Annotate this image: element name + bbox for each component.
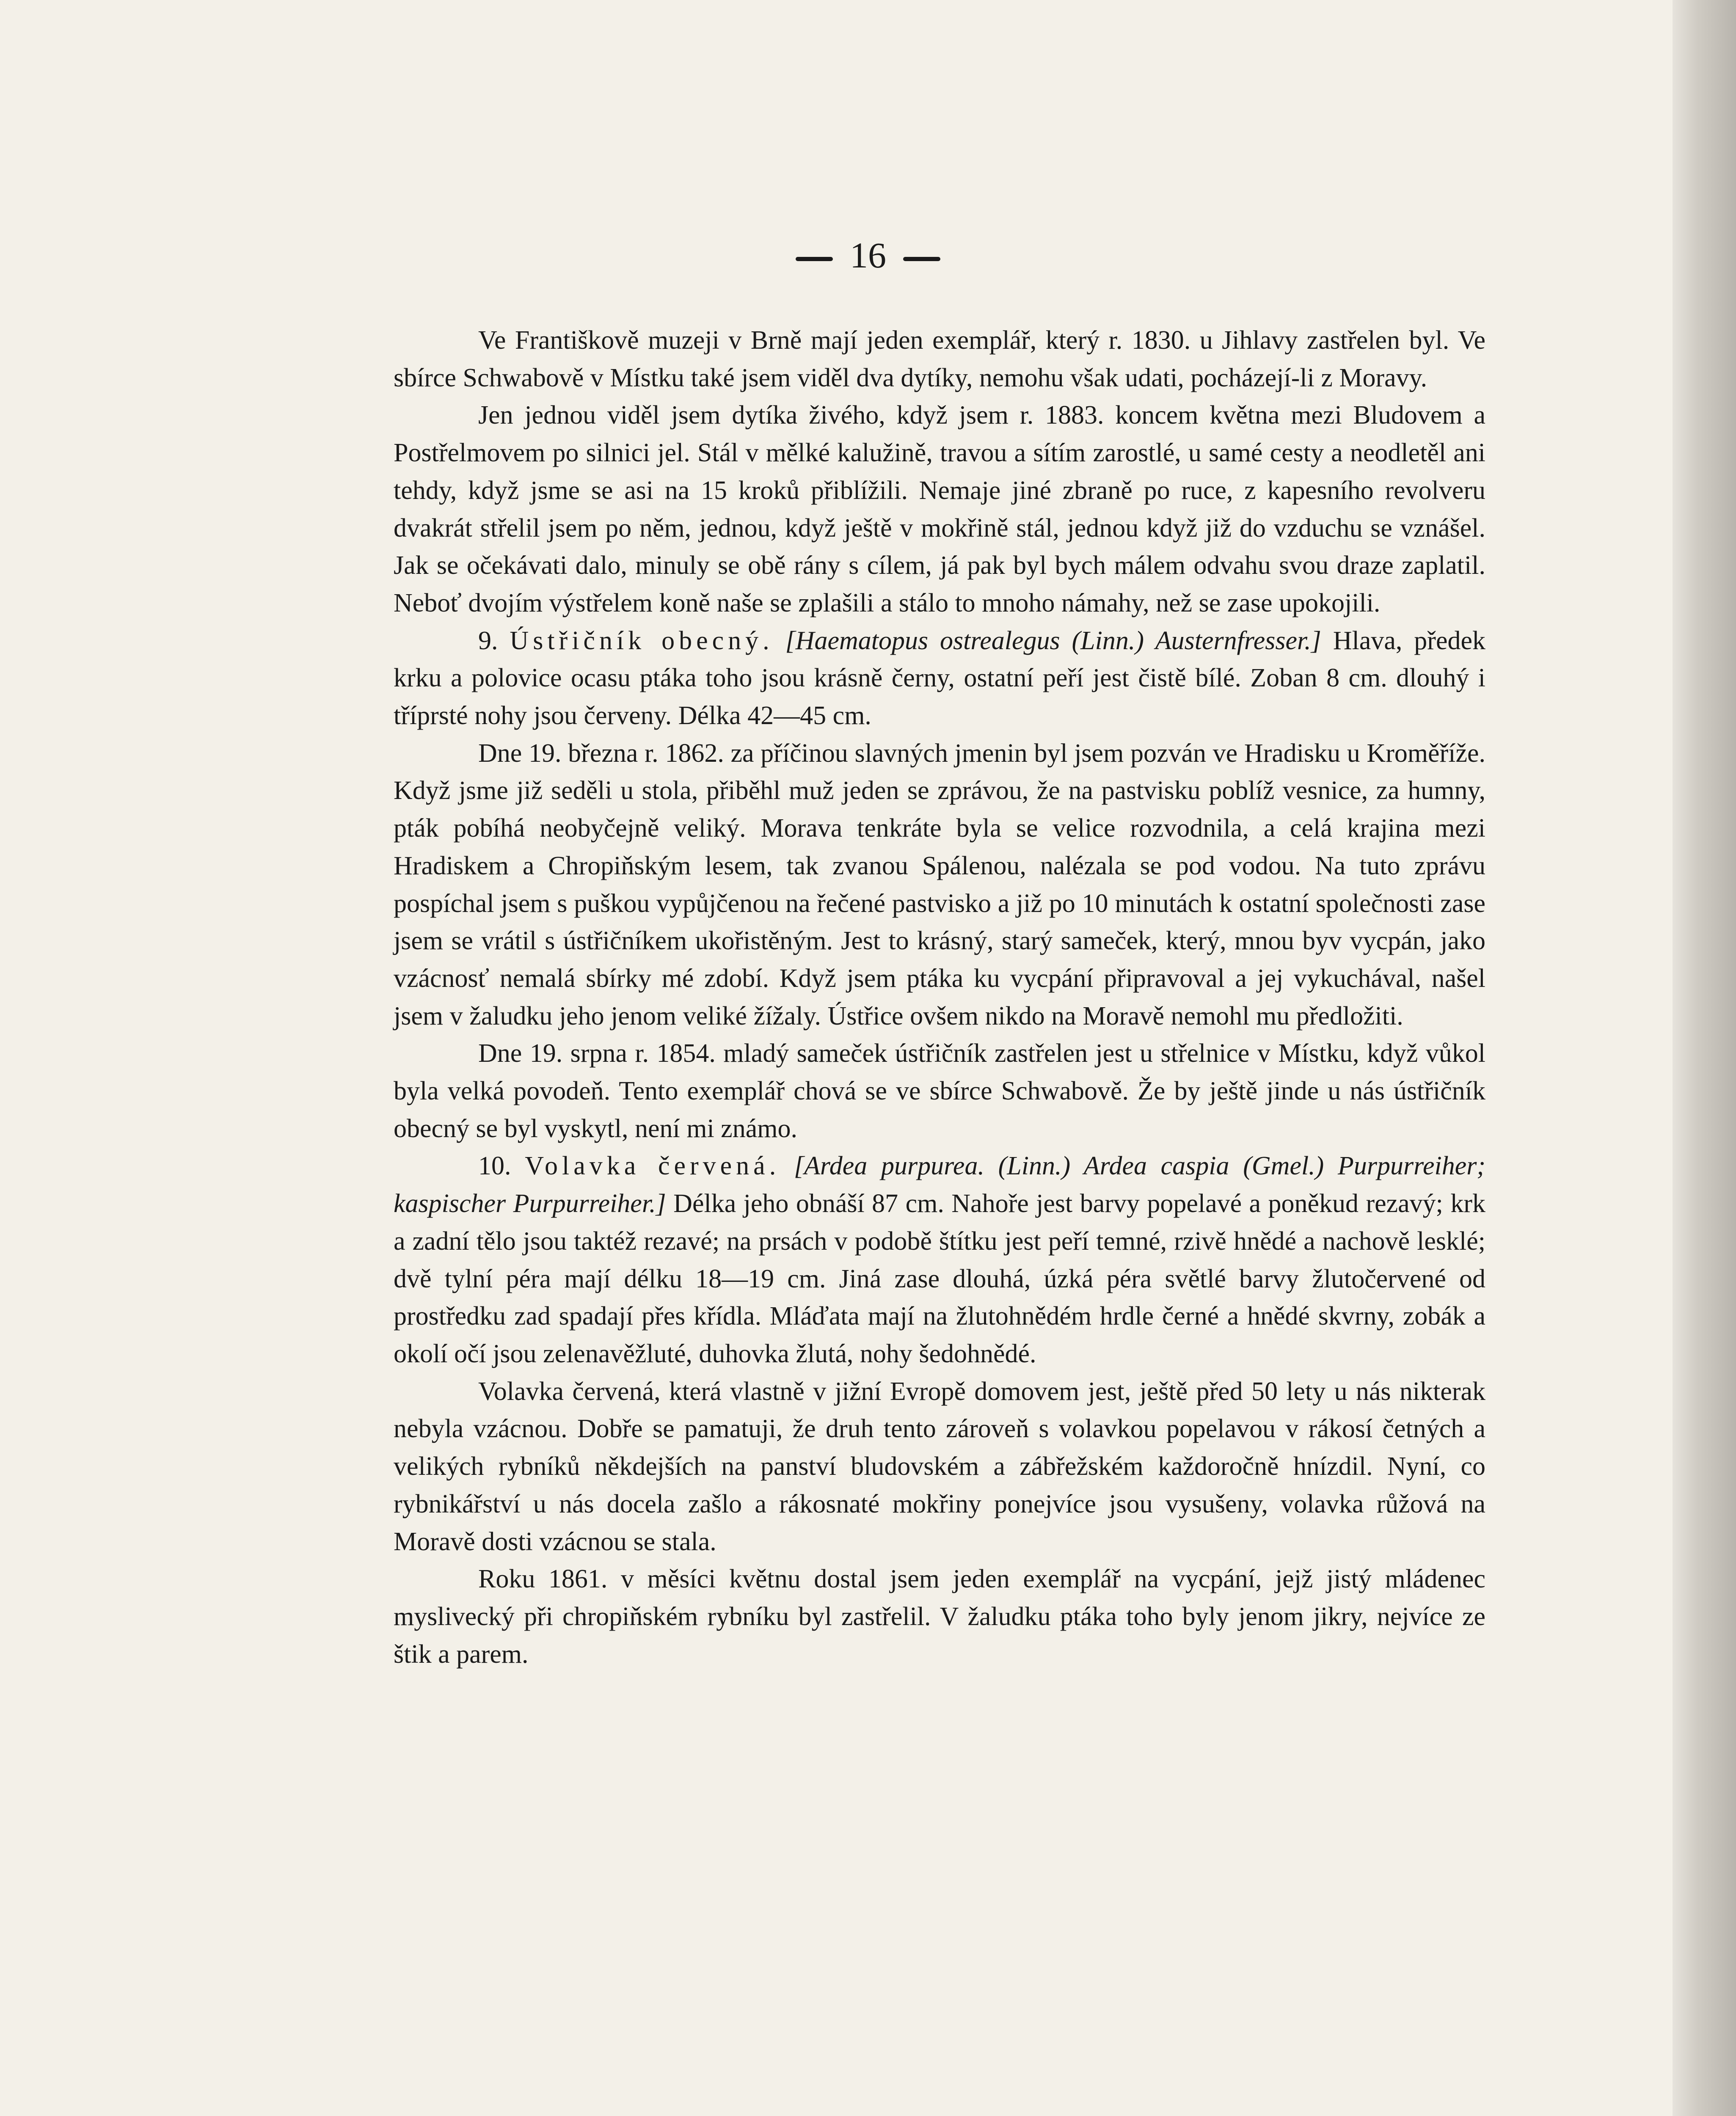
paragraph-7: Volavka červená, která vlastně v jižní Evropě domovem jest, ještě před 50 lety u nás nikterak nebyla vzácnou. Dobře se pamatuji, že druh tento zároveň s volavkou popelavou v rákosí četných a velikých rybníků někdejších na panství bludovském a zábřežském každoročně hnízdil. Nyní, co rybnikářství u nás docela zašlo a rákosnaté mokřiny ponejvíce jsou vysušeny, volavka růžová na Moravě dosti vzácnou se stala. (394, 1377, 1485, 1556)
species-description: Hlava, předek krku a polovice ocasu ptáka toho jsou krásně černy, ostatní peří jest čistě bílé. Zoban 8 cm. dlouhý i tříprsté nohy jsou červeny. Délka 42—45 cm. (394, 626, 1485, 730)
paragraph-1: Ve Františkově muzeji v Brně mají jeden exemplář, který r. 1830. u Jihlavy zastřelen byl. Ve sbírce Schwabově v Místku také jsem viděl dva dytíky, nemohu však udati, pocházejí-li z Moravy. (394, 326, 1485, 392)
body-text (394, 322, 1485, 1673)
species-name: Ústřičník obecný. (510, 626, 774, 655)
species-entry-9 (394, 622, 1485, 735)
species-number: 9. (478, 626, 498, 655)
dash-left (796, 257, 833, 261)
species-latin: [Ardea purpurea. (Linn.) Ardea caspia (Gmel.) Purpurreiher; kaspischer Purpurreiher.] (394, 1152, 1486, 1218)
species-description: Délka jeho obnáší 87 cm. Nahoře jest barvy popelavé a poněkud rezavý; krk a zadní tělo jsou taktéž rezavé; na prsách v podobě štítku jest peří temné, rzivě hnědé a nachově lesklé; dvě tylní péra mají délku 18—19 cm. Jiná zase dlouhá, úzká péra světlé barvy žlutočervené od prostředku zad spadají přes křídla. Mláďata mají na žlutohnědém hrdle černé a hnědé skvrny, zobák a okolí očí jsou zelenavěžluté, duhovka žlutá, nohy šedohnědé. (394, 1189, 1485, 1368)
page-number-text: 16 (850, 235, 886, 276)
species-entry-10 (394, 1147, 1485, 1372)
dash-right (903, 257, 940, 261)
species-name: Volavka červená. (525, 1152, 780, 1181)
paragraph-5: Dne 19. srpna r. 1854. mladý sameček ústřičník zastřelen jest u střelnice v Místku, když vůkol byla velká povodeň. Tento exemplář chová se ve sbírce Schwabově. Že by ještě jinde u nás ústřičník obecný se byl vyskytl, není mi známo. (394, 1039, 1485, 1143)
species-number: 10. (478, 1152, 511, 1181)
paragraph-2: Jen jednou viděl jsem dytíka živého, když jsem r. 1883. koncem května mezi Bludovem a Postřelmovem po silnici jel. Stál v mělké kalužině, travou a sítím zarostlé, u samé cesty a neodletěl ani tehdy, když jsme se asi na 15 kroků přiblížili. Nemaje jiné zbraně po ruce, z kapesního revolveru dvakrát střelil jsem po něm, jednou, když ještě v mokřině stál, jednou když již do vzduchu se vznášel. Jak se očekávati dalo, minuly se obě rány s cílem, já pak byl bych málem odvahu svou draze zaplatil. Neboť dvojím výstřelem koně naše se zplašili a stálo to mnoho námahy, než se zase upokojili. (394, 401, 1485, 617)
paragraph-4: Dne 19. března r. 1862. za příčinou slavných jmenin byl jsem pozván ve Hradisku u Kroměříže. Když jsme již seděli u stola, přiběhl muž jeden se zprávou, že na pastvisku poblíž vesnice, za humny, pták pobíhá neobyčejně veliký. Morava tenkráte byla se velice rozvodnila, a celá krajina mezi Hradiskem a Chropiňským lesem, tak zvanou Spálenou, nalézala se pod vodou. Na tuto zprávu pospíchal jsem s puškou vypůjčenou na řečené pastvisko a již po 10 minutách k ostatní společnosti zase jsem se vrátil s ústřičníkem ukořistěným. Jest to krásný, starý sameček, který, mnou byv vycpán, jako vzácnosť nemalá sbírky mé zdobí. Když jsem ptáka ku vycpání připravoval a jej vykuchával, našel jsem v žaludku jeho jenom veliké žížaly. Ústřice ovšem nikdo na Moravě nemohl mu předložiti. (394, 738, 1485, 1030)
page-edge-shadow (1673, 0, 1736, 2116)
page-number (0, 235, 1736, 276)
paragraph-8: Roku 1861. v měsíci květnu dostal jsem jeden exemplář na vycpání, jejž jistý mládenec myslivecký při chropiňském rybníku byl zastřelil. V žaludku ptáka toho byly jenom jikry, nejvíce ze štik a parem. (394, 1565, 1485, 1669)
species-latin: [Haematopus ostrealegus (Linn.) Austernfresser.] (785, 626, 1321, 655)
